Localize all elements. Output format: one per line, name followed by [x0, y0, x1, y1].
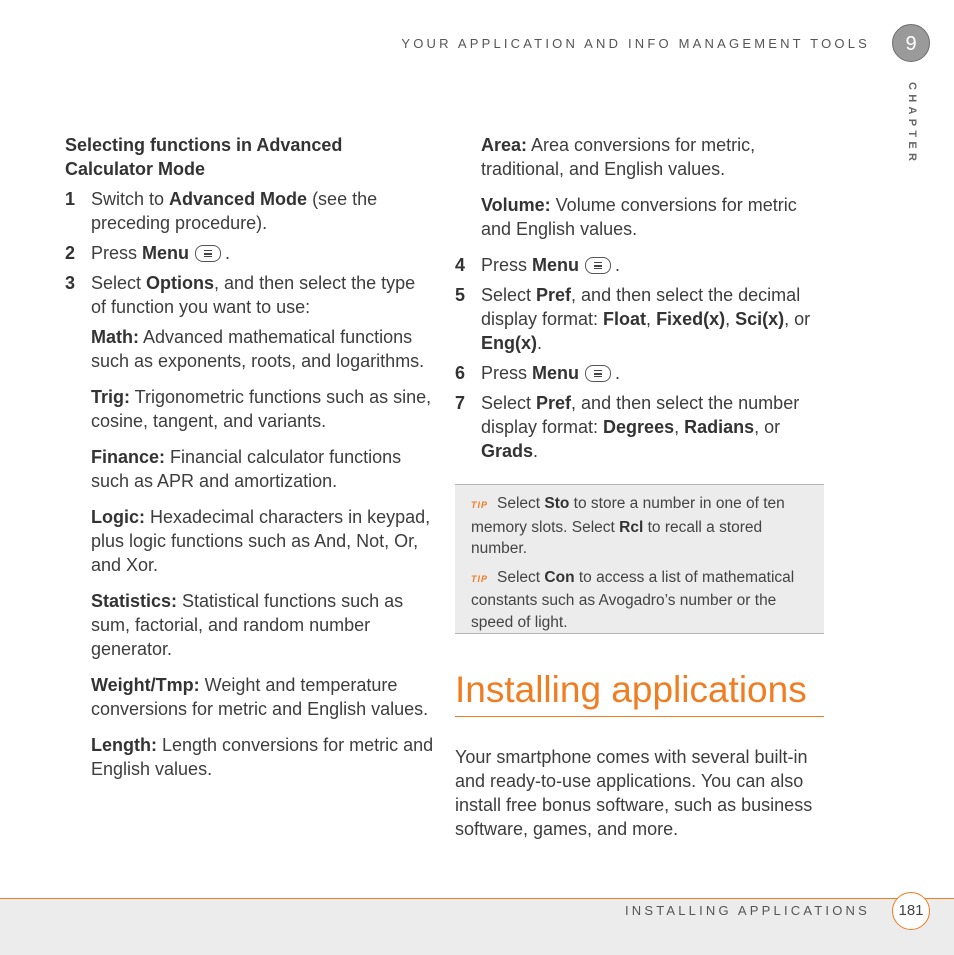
step-5	[455, 283, 825, 355]
definition-term: Trig:	[91, 387, 130, 407]
definition-statistics	[91, 589, 435, 661]
menu-key-icon	[585, 257, 611, 274]
step-text: Select	[91, 273, 147, 293]
definition-text: Area conversions for metric, traditional, and English values.	[481, 135, 756, 179]
tip-1	[471, 493, 812, 560]
definition-volume	[481, 193, 825, 241]
tip-bold: Con	[544, 568, 575, 586]
step-number: 4	[455, 255, 466, 275]
step-number: 3	[65, 273, 76, 293]
format-option: Degrees	[603, 417, 675, 437]
definition-term: Statistics:	[91, 591, 178, 611]
definition-text: Volume conversions for metric and English values.	[481, 195, 797, 239]
running-header: YOUR APPLICATION AND INFO MANAGEMENT TOOLS	[401, 36, 870, 51]
definition-term: Volume:	[481, 195, 551, 215]
step-text: Switch to	[91, 189, 170, 209]
tip-box	[455, 484, 824, 634]
step-2	[65, 241, 435, 265]
step-text: .	[225, 243, 231, 263]
step-3	[65, 271, 435, 319]
tip-text: Select	[497, 495, 545, 512]
step-6	[455, 361, 825, 385]
definition-term: Area:	[481, 135, 528, 155]
step-bold: Menu	[142, 243, 190, 263]
definition-weight-tmp	[91, 673, 435, 721]
definition-text: Length conversions for metric and English values.	[91, 735, 434, 779]
definition-math	[91, 325, 435, 373]
tip-bold: Sto	[544, 495, 570, 512]
step-number: 7	[455, 393, 466, 413]
left-column	[65, 133, 435, 793]
step-number: 2	[65, 243, 76, 263]
menu-key-icon	[585, 365, 611, 382]
definition-term: Length:	[91, 735, 157, 755]
separator: ,	[674, 417, 685, 437]
step-number: 6	[455, 363, 466, 383]
separator: , or	[784, 309, 811, 329]
step-text: .	[615, 255, 621, 275]
chapter-number-badge: 9	[892, 24, 930, 62]
definition-text: Financial calculator functions such as APR and amortization.	[91, 447, 402, 491]
step-bold: Pref	[536, 285, 572, 305]
tip-text: Select	[497, 568, 545, 586]
right-column	[455, 133, 825, 469]
format-option: Radians	[684, 417, 755, 437]
definition-finance	[91, 445, 435, 493]
separator: ,	[725, 309, 736, 329]
tip-bold: Rcl	[619, 518, 644, 536]
definition-term: Logic:	[91, 507, 145, 527]
step-4	[455, 253, 825, 277]
definition-text: Hexadecimal characters in keypad, plus logic functions such as And, Not, Or, and Xor.	[91, 507, 431, 575]
separator: ,	[646, 309, 657, 329]
step-bold: Menu	[532, 363, 580, 383]
step-text: , and then select the number display format:	[481, 393, 800, 437]
format-option: Eng(x)	[481, 333, 537, 353]
step-text: Select	[481, 393, 537, 413]
definition-term: Finance:	[91, 447, 166, 467]
definition-length	[91, 733, 435, 781]
step-bold: Advanced Mode	[169, 189, 308, 209]
definition-text: Weight and temperature conversions for metric and English values.	[91, 675, 429, 719]
step-7	[455, 391, 825, 463]
running-footer: INSTALLING APPLICATIONS	[624, 903, 870, 918]
procedure-heading: Selecting functions in Advanced Calculator Mode	[65, 135, 343, 179]
format-option: Sci(x)	[735, 309, 785, 329]
definition-text: Advanced mathematical functions such as exponents, roots, and logarithms.	[91, 327, 425, 371]
tip-text: to recall a stored number.	[471, 518, 763, 557]
format-option: Float	[603, 309, 647, 329]
tip-text: to store a number in one of ten memory slots. Select	[471, 495, 785, 536]
section-title: Installing applications	[455, 666, 824, 717]
definition-logic	[91, 505, 435, 577]
section-body: Your smartphone comes with several built-in and ready-to-use applications. You can also install free bonus software, such as business software, games, and more.	[455, 747, 813, 839]
format-option: Grads	[481, 441, 534, 461]
separator: .	[533, 441, 539, 461]
tip-text: to access a list of mathematical constants such as Avogadro’s number or the speed of light.	[471, 568, 795, 631]
tip-label: TIP	[471, 500, 489, 510]
step-text: Select	[481, 285, 537, 305]
chapter-label: CHAPTER	[906, 82, 918, 166]
step-text: Press	[91, 243, 143, 263]
format-option: Fixed(x)	[656, 309, 726, 329]
step-text: Press	[481, 255, 533, 275]
definition-text: Statistical functions such as sum, factorial, and random number generator.	[91, 591, 404, 659]
step-1	[65, 187, 435, 235]
separator: .	[537, 333, 543, 353]
definition-text: Trigonometric functions such as sine, cosine, tangent, and variants.	[91, 387, 432, 431]
step-bold: Options	[146, 273, 215, 293]
definition-area	[481, 133, 825, 181]
definition-trig	[91, 385, 435, 433]
definition-term: Math:	[91, 327, 139, 347]
step-text: .	[615, 363, 621, 383]
menu-key-icon	[195, 245, 221, 262]
separator: , or	[754, 417, 781, 437]
step-text: , and then select the decimal display format:	[481, 285, 801, 329]
step-number: 1	[65, 189, 76, 209]
step-text: (see the preceding procedure).	[91, 189, 378, 233]
tip-label: TIP	[471, 573, 489, 584]
definition-term: Weight/Tmp:	[91, 675, 200, 695]
step-bold: Pref	[536, 393, 572, 413]
step-text: Press	[481, 363, 533, 383]
step-text: , and then select the type of function you want to use:	[91, 273, 416, 317]
step-number: 5	[455, 285, 466, 305]
step-bold: Menu	[532, 255, 580, 275]
tip-2	[471, 567, 812, 634]
page-number: 181	[892, 892, 930, 930]
